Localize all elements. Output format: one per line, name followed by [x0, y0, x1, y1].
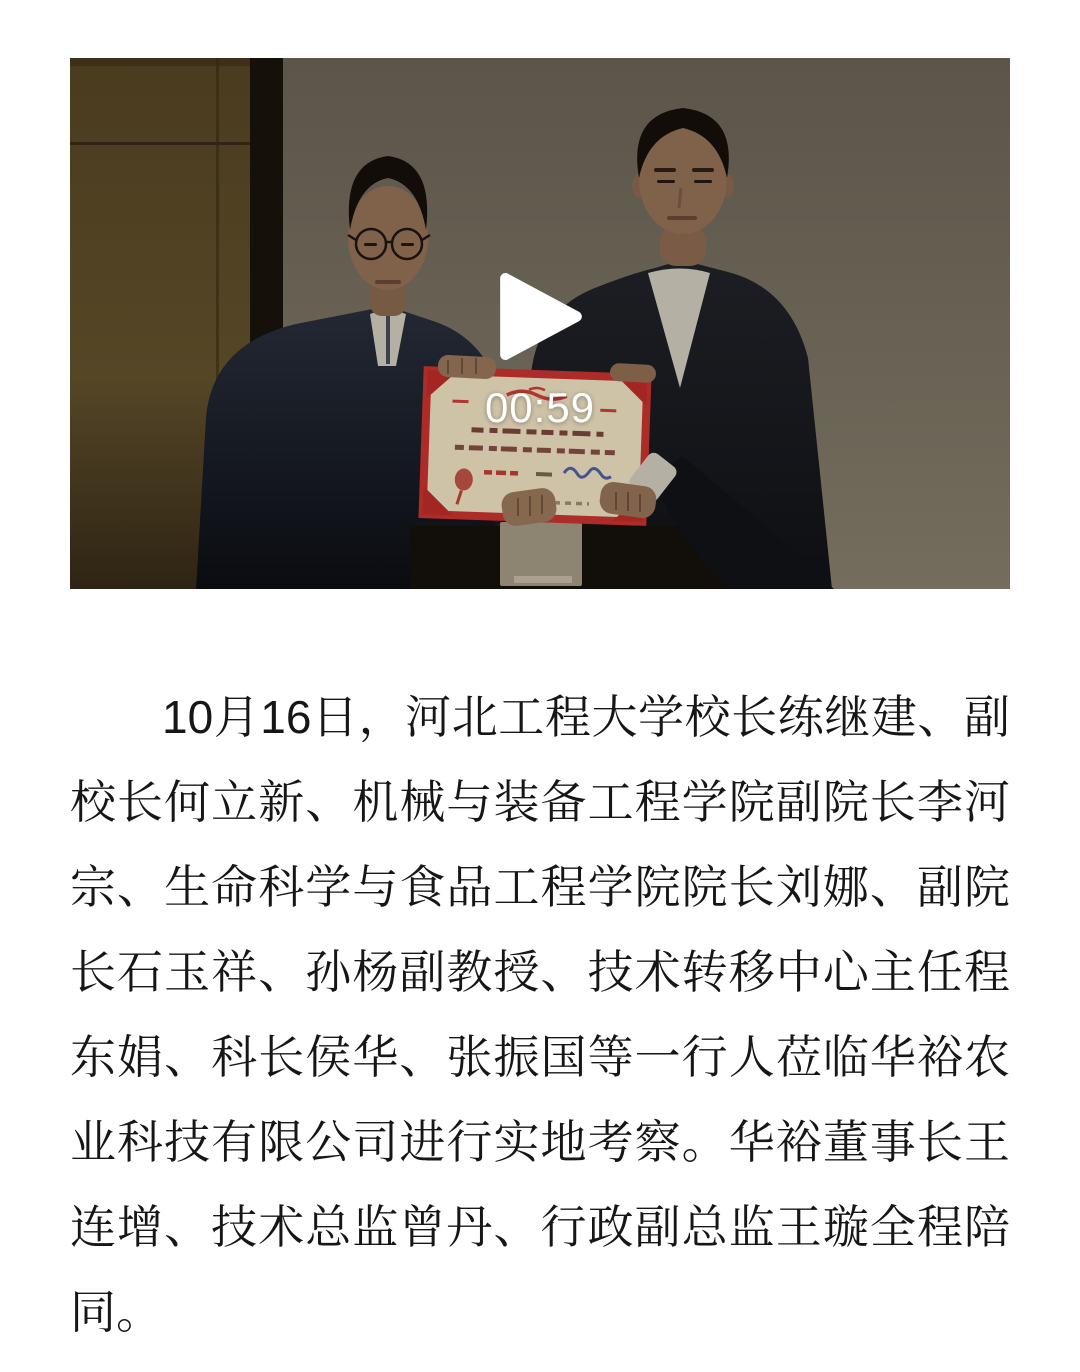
paragraph-line: 校长何立新、机械与装备工程学院副院长李河: [70, 776, 1010, 828]
paragraph-line: 长石玉祥、孙杨副教授、技术转移中心主任程: [70, 946, 1010, 998]
paragraph-line: 东娟、科长侯华、张振国等一行人莅临华裕农: [70, 1031, 1010, 1083]
paragraph-line: 连增、技术总监曾丹、行政副总监王璇全程陪: [70, 1201, 1010, 1253]
paragraph-line: 同。: [70, 1286, 162, 1338]
article-body: [70, 675, 1010, 1355]
paragraph-line: 宗、生命科学与食品工程学院院长刘娜、副院: [70, 861, 1010, 913]
paragraph-line: 业科技有限公司进行实地考察。华裕董事长王: [70, 1116, 1010, 1168]
video-duration-label: 00:59: [484, 384, 596, 431]
paragraph-line: 10月16日，河北工程大学校长练继建、副: [162, 691, 1010, 743]
paper-below: [500, 522, 582, 586]
play-icon[interactable]: [499, 272, 583, 361]
video-player[interactable]: [70, 58, 1010, 589]
